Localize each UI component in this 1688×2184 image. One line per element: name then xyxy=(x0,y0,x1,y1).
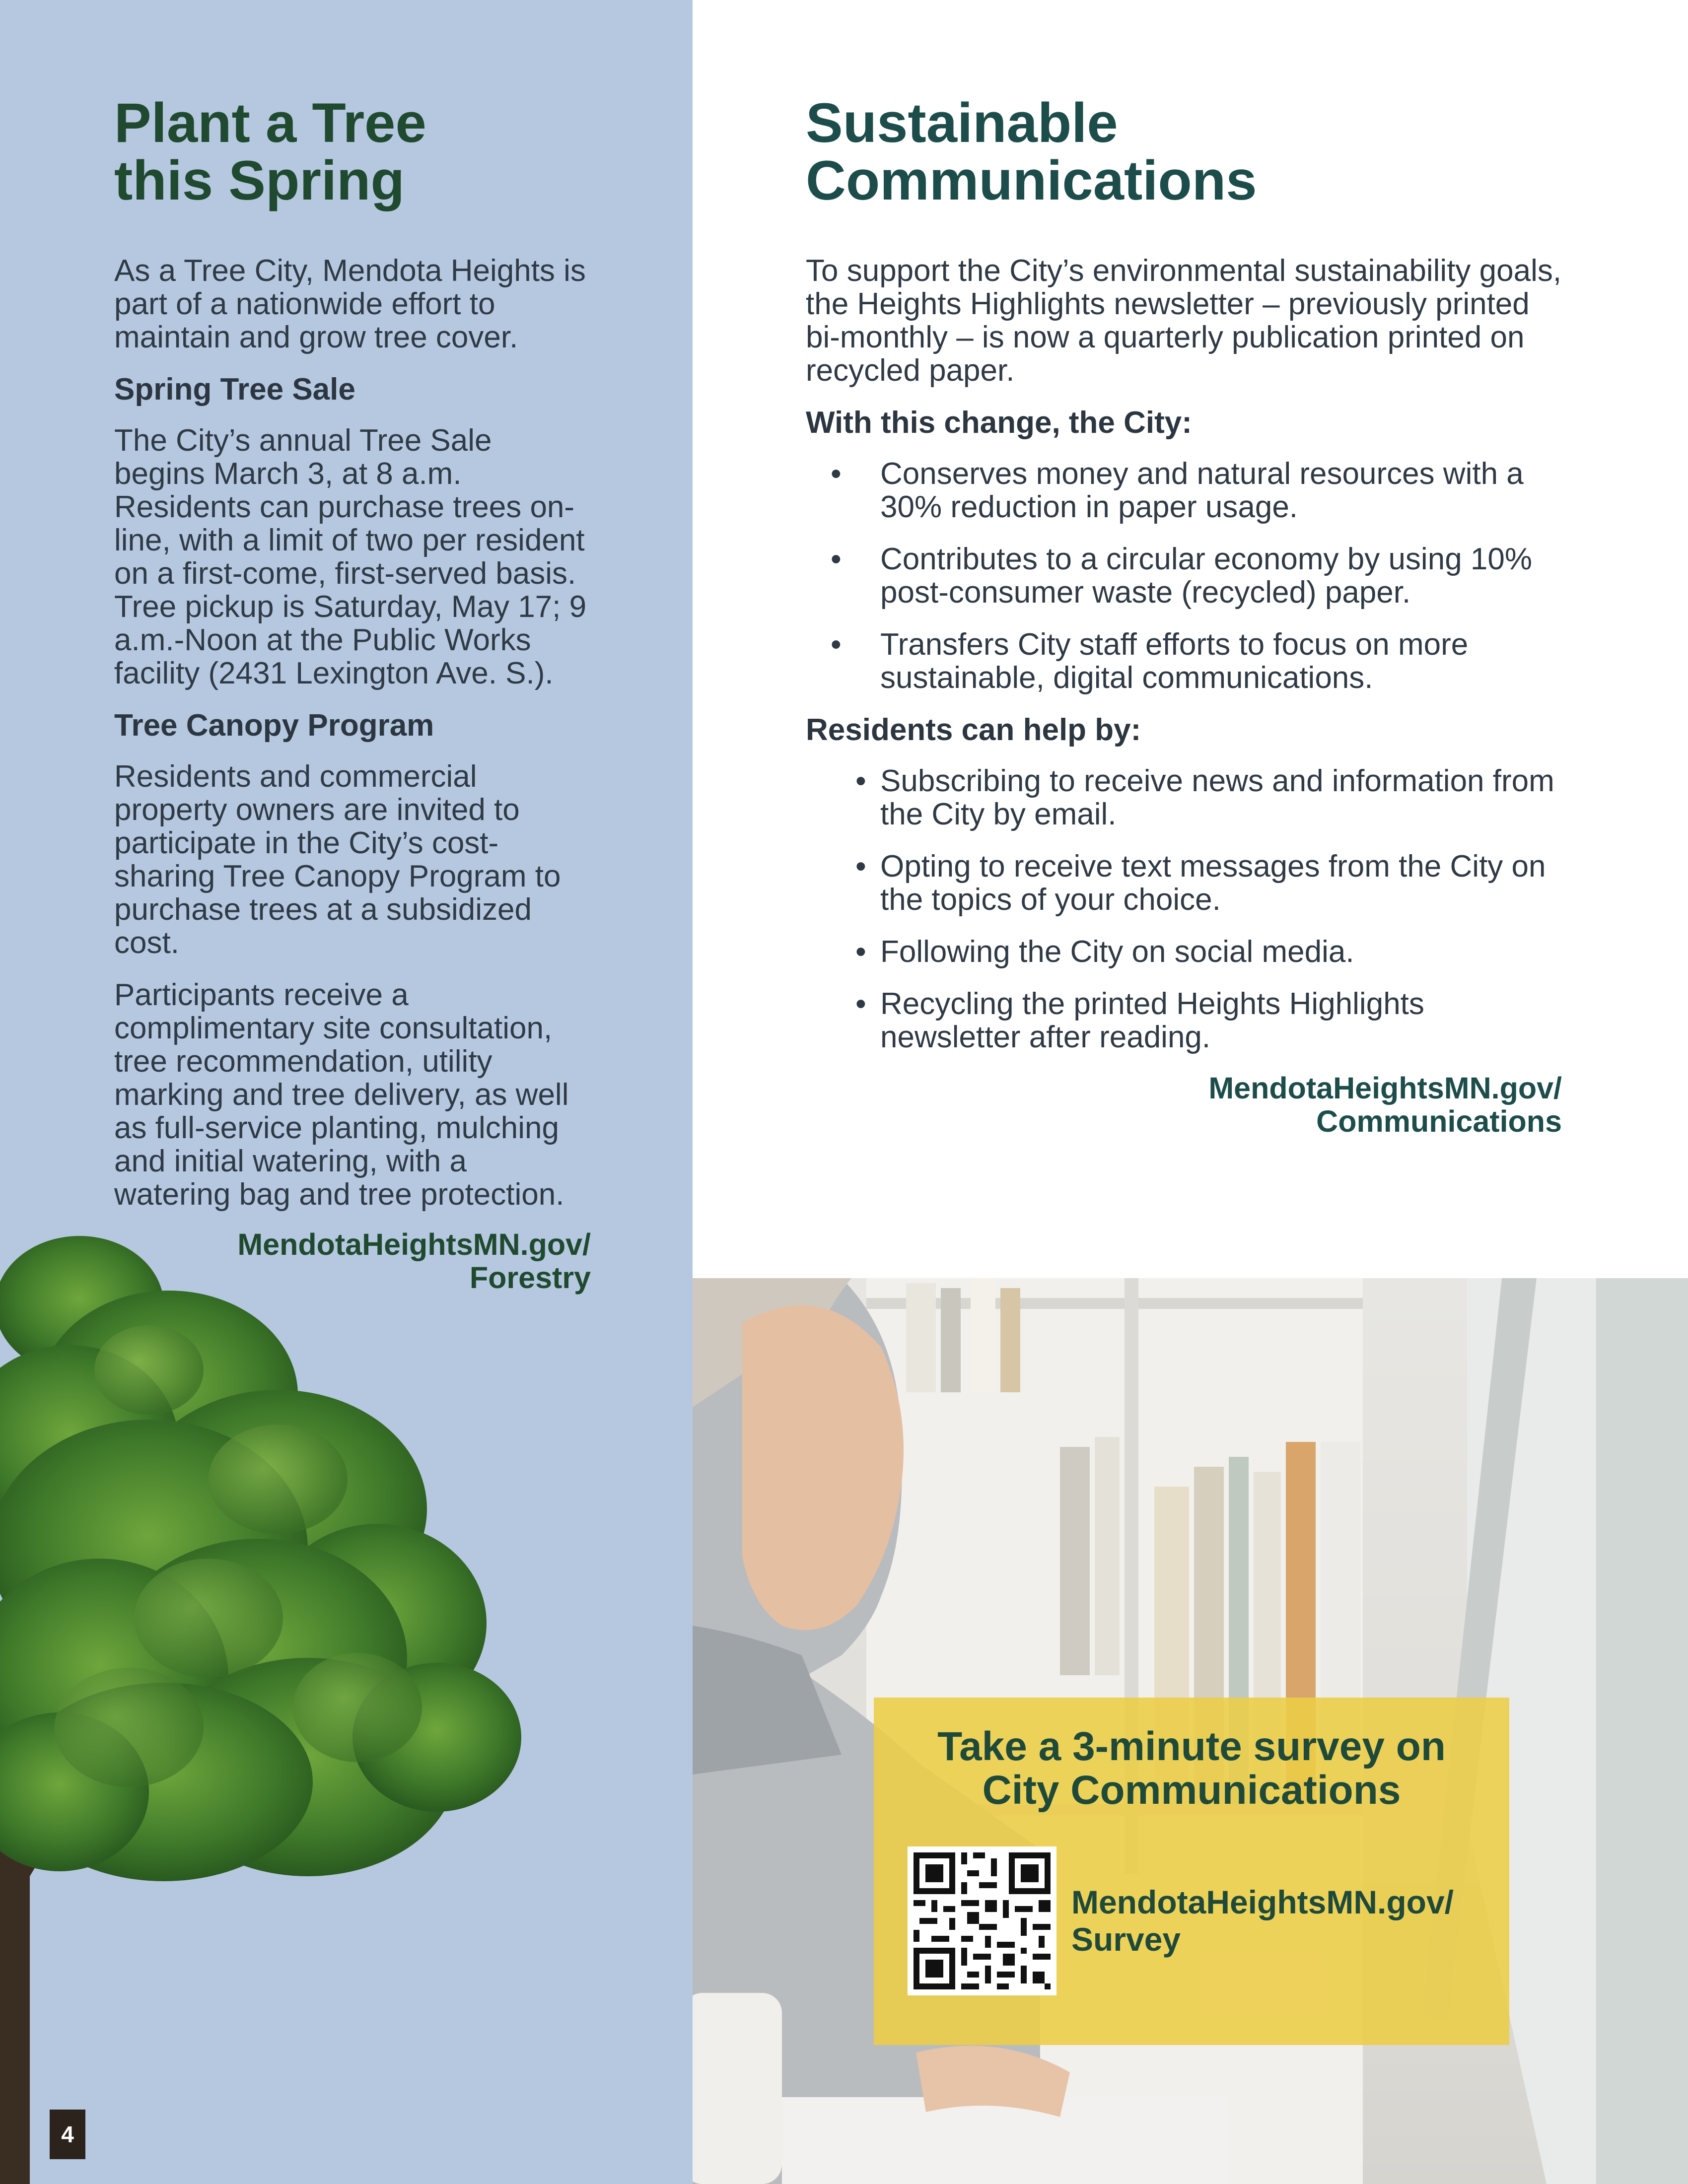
communications-intro: To support the City’s environmental sustainability goals, the Heights Highlights newsletter – previously printed bi-monthly – is now a quarterly publication printed on recycled paper. xyxy=(806,254,1562,388)
tree-image xyxy=(0,1231,693,2184)
canopy-text-1: Residents and commercial property owners are invited to participate in the City’s cost-sharing Tree Canopy Program to purchase trees at a subsidized cost. xyxy=(114,759,561,960)
list-item-text: Conserves money and natural resources with a 30% reduction in paper usage. xyxy=(880,457,1524,524)
url-line: MendotaHeightsMN.gov/ xyxy=(1208,1071,1562,1105)
communications-title xyxy=(806,94,1570,209)
list-item-text: Recycling the printed Heights Highlights newsletter after reading. xyxy=(880,987,1424,1054)
communications-link[interactable] xyxy=(806,1072,1562,1138)
list-item xyxy=(806,935,1570,968)
title-line: this Spring xyxy=(114,149,405,211)
help-heading: Residents can help by: xyxy=(806,713,1141,747)
survey-callout xyxy=(874,1698,1509,2045)
left-column xyxy=(0,0,693,2184)
canopy-text-2: Participants receive a complimentary site consultation, tree recommendation, utility marking and tree delivery, as well as full-service planting, mulching and initial watering, with a watering bag and tree protection. xyxy=(114,978,569,1212)
survey-title xyxy=(874,1725,1509,1812)
list-item xyxy=(806,543,1570,609)
change-heading: With this change, the City: xyxy=(806,406,1192,440)
page-number: 4 xyxy=(50,2110,85,2159)
title-line: Take a 3-minute survey on xyxy=(937,1724,1446,1769)
qr-code-icon[interactable] xyxy=(908,1846,1056,1995)
bullet-icon: • xyxy=(831,627,842,662)
tree-article-title xyxy=(114,94,591,209)
url-line: Forestry xyxy=(469,1261,591,1295)
list-item xyxy=(806,850,1570,916)
list-item-text: Contributes to a circular economy by using 10% post-consumer waste (recycled) paper. xyxy=(880,542,1532,610)
list-item xyxy=(806,628,1570,694)
list-item xyxy=(806,987,1570,1054)
bullet-icon: • xyxy=(855,987,866,1021)
list-item-text: Transfers City staff efforts to focus on more sustainable, digital communications. xyxy=(880,627,1469,695)
communications-article xyxy=(806,94,1570,1138)
tree-sale-text: The City’s annual Tree Sale begins March 3, at 8 a.m. Residents can purchase trees on-line, with a limit of two per resident on a first-come, first-served basis. Tree pickup is Saturday, May 17; 9 a.m.-Noon at the Public Works facility (2431 Lexington Ave. S.). xyxy=(114,423,587,690)
title-line: Sustainable xyxy=(806,92,1118,154)
tree-sale-heading: Spring Tree Sale xyxy=(114,372,355,407)
canopy-heading: Tree Canopy Program xyxy=(114,708,434,743)
title-line: Plant a Tree xyxy=(114,92,426,154)
title-line: City Communications xyxy=(982,1768,1401,1813)
tree-article xyxy=(114,94,591,1295)
url-line: MendotaHeightsMN.gov/ xyxy=(1071,1884,1454,1920)
list-item-text: Following the City on social media. xyxy=(880,935,1354,969)
bullet-icon: • xyxy=(831,542,842,576)
help-list xyxy=(806,764,1570,1054)
list-item-text: Subscribing to receive news and information from the City by email. xyxy=(880,764,1554,831)
survey-link[interactable] xyxy=(1071,1884,1498,1958)
bullet-icon: • xyxy=(855,935,866,969)
title-line: Communications xyxy=(806,149,1257,211)
url-line: Communications xyxy=(1316,1104,1562,1138)
bullet-icon: • xyxy=(855,849,866,884)
list-item-text: Opting to receive text messages from the City on the topics of your choice. xyxy=(880,849,1546,917)
list-item xyxy=(806,457,1570,524)
list-item xyxy=(806,764,1570,831)
tree-intro: As a Tree City, Mendota Heights is part of a nationwide effort to maintain and grow tree cover. xyxy=(114,254,586,354)
url-line: Survey xyxy=(1071,1921,1181,1958)
bullet-icon: • xyxy=(831,457,842,491)
url-line: MendotaHeightsMN.gov/ xyxy=(237,1228,591,1261)
bullet-icon: • xyxy=(855,764,866,798)
change-list xyxy=(806,457,1570,694)
